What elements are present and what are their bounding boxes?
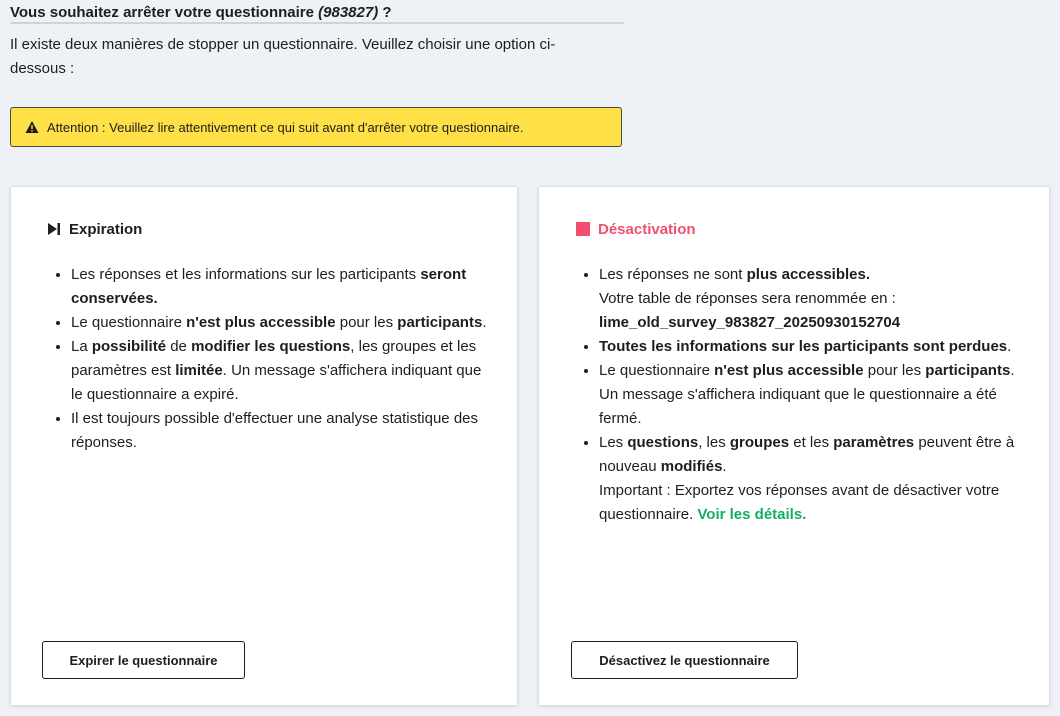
- text: , les groupes et les paramètres est: [71, 338, 477, 379]
- text: peuvent être à nouveau: [599, 434, 1015, 475]
- list-item: [599, 335, 1029, 359]
- warning-alert: [10, 107, 622, 147]
- stop-square-icon: [576, 222, 590, 236]
- text: La: [71, 338, 92, 355]
- bold-text: paramètres: [833, 434, 915, 451]
- survey-id: (983827): [318, 4, 379, 21]
- play-skip-icon: [47, 222, 61, 236]
- text: Il est toujours possible d'effectuer une analyse statistique des réponses.: [71, 410, 478, 451]
- bold-text: plus accessibles.: [746, 266, 871, 283]
- bold-text: groupes: [729, 434, 790, 451]
- deactivation-card: [538, 186, 1050, 706]
- bold-text: limitée: [175, 362, 223, 379]
- bold-text: participants: [397, 314, 483, 331]
- text: pour les: [863, 362, 926, 379]
- text: Le questionnaire: [599, 362, 715, 379]
- bold-text: participants: [925, 362, 1011, 379]
- expiration-title-text: Expiration: [69, 221, 143, 238]
- important-text: Important : Exportez vos réponses avant de désactiver votre questionnaire.: [599, 482, 1000, 523]
- page-title: [10, 4, 624, 24]
- deactivation-title-text: Désactivation: [598, 221, 696, 238]
- details-link[interactable]: Voir les détails.: [697, 506, 807, 523]
- text: . Un message s'affichera indiquant que le questionnaire a été fermé.: [599, 362, 1015, 427]
- text: Les: [599, 434, 628, 451]
- list-item: [599, 359, 1029, 431]
- page-title-suffix: ?: [378, 4, 392, 21]
- warning-icon: [25, 120, 39, 134]
- intro-text: Il existe deux manières de stopper un questionnaire. Veuillez choisir une option ci-dessous :: [10, 36, 556, 77]
- bold-text: n'est plus accessible: [714, 362, 864, 379]
- text: , les: [698, 434, 730, 451]
- text: .: [482, 314, 487, 331]
- text: Le questionnaire: [71, 314, 187, 331]
- text: .: [1007, 338, 1012, 355]
- text: pour les: [335, 314, 398, 331]
- page-title-text: Vous souhaitez arrêter votre questionnaire: [10, 4, 319, 21]
- expiration-list: [35, 263, 491, 455]
- list-item: [71, 335, 491, 407]
- list-item: [71, 407, 491, 455]
- deactivation-list: [563, 263, 1029, 527]
- alert-text: Attention : Veuillez lire attentivement ce qui suit avant d'arrêter votre questionnaire.: [47, 120, 524, 135]
- text: de: [166, 338, 192, 355]
- list-item: [599, 263, 1029, 335]
- text: . Un message s'affichera indiquant que le questionnaire a expiré.: [71, 362, 482, 403]
- bold-text: seront conservées.: [71, 266, 467, 307]
- deactivation-title: [576, 220, 696, 240]
- table-name: lime_old_survey_983827_20250930152704: [599, 314, 901, 331]
- bold-text: questions: [627, 434, 699, 451]
- list-item: [599, 431, 1029, 479]
- expiration-title: [47, 220, 142, 240]
- expire-survey-button[interactable]: Expirer le questionnaire: [42, 641, 245, 679]
- text: .: [722, 458, 727, 475]
- bold-text: n'est plus accessible: [186, 314, 336, 331]
- bold-text: modifier les questions: [191, 338, 351, 355]
- important-note: [599, 479, 1029, 527]
- text: et les: [789, 434, 834, 451]
- list-item: [71, 311, 491, 335]
- bold-text: modifiés: [660, 458, 723, 475]
- text: Votre table de réponses sera renommée en :: [599, 290, 896, 307]
- text: Les réponses ne sont: [599, 266, 747, 283]
- bold-text: Toutes les informations sur les participants sont perdues: [599, 338, 1008, 355]
- text: Les réponses et les informations sur les participants: [71, 266, 421, 283]
- list-item: [71, 263, 491, 311]
- bold-text: possibilité: [91, 338, 167, 355]
- expiration-card: [10, 186, 518, 706]
- deactivate-survey-button[interactable]: Désactivez le questionnaire: [571, 641, 798, 679]
